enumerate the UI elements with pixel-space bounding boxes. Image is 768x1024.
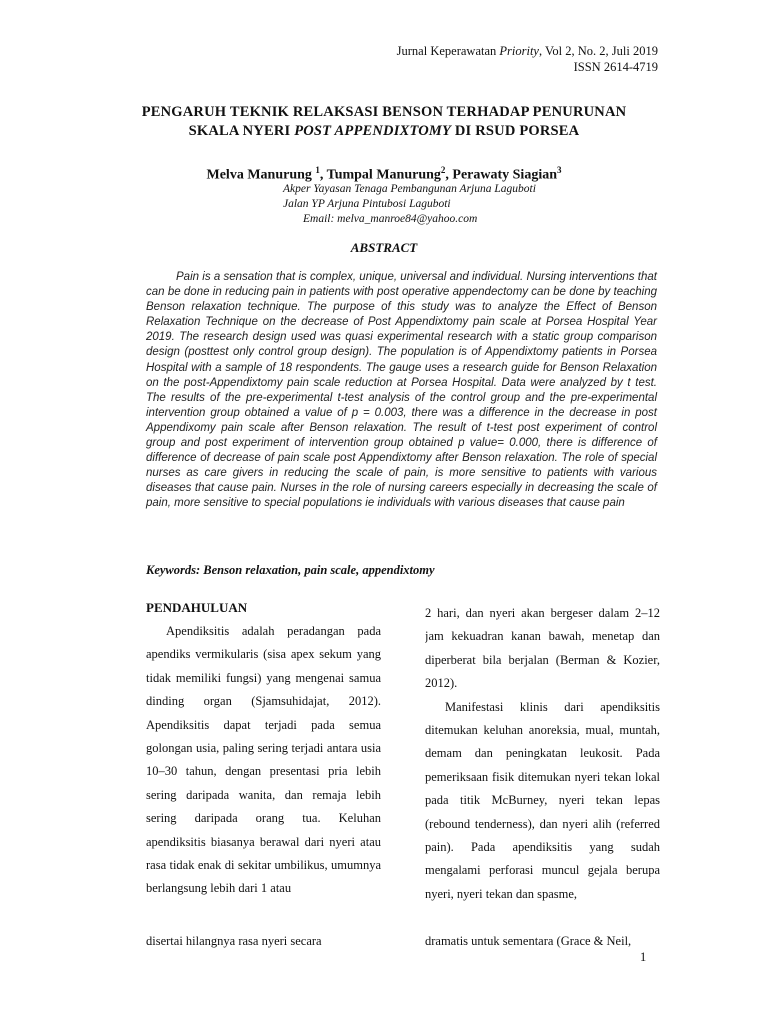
author-email[interactable]: Email: melva_manroe84@yahoo.com bbox=[303, 213, 478, 225]
affiliation bbox=[283, 182, 536, 227]
keywords: Keywords: Benson relaxation, pain scale, appendixtomy bbox=[146, 563, 435, 577]
body-line: dramatis untuk sementara (Grace & Neil, bbox=[425, 934, 632, 948]
left-column bbox=[146, 620, 381, 910]
author-2: Tumpal Manurung bbox=[326, 167, 441, 183]
body-paragraph: Manifestasi klinis dari apendiksitis ditemukan keluhan anoreksia, mual, muntah, demam dan peningkatan leukosit. Pada pemeriksaan fisik ditemukan nyeri tekan lokal pada titik McBurney, nyeri tekan lepas (rebound tenderness), dan nyeri alih (referred pain). Pada apendiksitis yang sudah mengalami perforasi muncul gejala berupa nyeri, nyeri tekan dan spasme, bbox=[425, 699, 660, 901]
right-column bbox=[425, 602, 660, 932]
abstract-body: Pain is a sensation that is complex, unique, universal and individual. Nursing interventions that can be done in reducing pain in patients with post operative appendectomy can be done by teaching Benson relaxation technique. The purpose of this study was to analyze the Effect of Benson Relaxation Technique on the decrease of Post Appendixtomy pain scale at Porsea Hospital Year 2019. The research design used was quasi experimental research with a static group comparison design (posttest only control group design). The population is of Appendixtomy patients in Porsea Hospital with a sample of 18 respondents. The gauge uses a research guide for Benson Relaxation on the post-Appendixtomy pain scale reduction at Porsea Hospital. Data were analyzed by t test. The results of the pre-experimental t-test analysis of the control group and the pre-experimental intervention group obtained a value of p = 0.003, there was a difference in the decrease in post Appendixomy pain scale after Benson relaxation. The result of t-test post experiment of control group and post experiment of intervention group obtained p value= 0.000, there is difference of difference of decrease of pain scale post Appendixtomy after Benson relaxation. The role of special nurses as care givers in reducing the scale of pain, is more sensitive to patients with various diseases that cause pain. Nurses in the role of nursing careers especially in decreasing the scale of pain, more sensitive to special populations ie individuals with various diseases that cause pain bbox=[146, 271, 657, 510]
affiliation-address: Jalan YP Arjuna Pintubosi Laguboti bbox=[283, 198, 451, 210]
page-number: 1 bbox=[640, 950, 647, 964]
body-paragraph: 2 hari, dan nyeri akan bergeser dalam 2–12 jam kekuadran kanan bawah, menetap dan diperberat bila berjalan (Berman & Kozier, 2012). bbox=[425, 606, 660, 691]
section-heading: PENDAHULUAN bbox=[146, 600, 248, 615]
author-3: Perawaty Siagian bbox=[452, 167, 557, 183]
body-paragraph: Apendiksitis adalah peradangan pada apendiks vermikularis (sisa apex sekum yang tidak memiliki fungsi) yang mengenai samua dinding organ (Sjamsuhidajat, 2012). Apendiksitis dapat terjadi pada semua golongan usia, paling sering terjadi antara usia 10–30 tahun, dengan presentasi pria lebih sering daripada wanita, dan remaja lebih sering daripada orang tua. Keluhan apendiksitis biasanya berawal dari nyeri atau rasa tidak enak di sekitar umbilikus, umumnya berlangsung lebih dari 1 atau bbox=[146, 624, 381, 896]
affiliation-institution: Akper Yayasan Tenaga Pembangunan Arjuna Laguboti bbox=[283, 183, 536, 195]
journal-name: Priority bbox=[499, 44, 539, 58]
paper-title bbox=[100, 103, 668, 141]
author-1: Melva Manurung bbox=[206, 167, 316, 183]
abstract-heading: ABSTRACT bbox=[350, 240, 418, 255]
title-line-1: PENGARUH TEKNIK RELAKSASI BENSON TERHADAP PENURUNAN bbox=[141, 104, 627, 120]
journal-issn: ISSN 2614-4719 bbox=[573, 60, 658, 74]
author-list: Melva Manurung $^1$, Tumpal Manurung$^2$, Perawaty Siagian$^3$ bbox=[206, 165, 562, 183]
journal-header bbox=[397, 43, 658, 75]
title-line-2: SKALA NYERI POST APPENDIXTOMY DI RSUD PORSEA bbox=[188, 123, 580, 139]
journal-citation: Jurnal Keperawatan Priority, Vol 2, No. 2, Juli 2019 bbox=[396, 44, 658, 58]
right-column-footer-line bbox=[425, 930, 660, 953]
left-column-footer-line bbox=[146, 930, 381, 953]
body-line: disertai hilangnya rasa nyeri secara bbox=[146, 934, 322, 948]
